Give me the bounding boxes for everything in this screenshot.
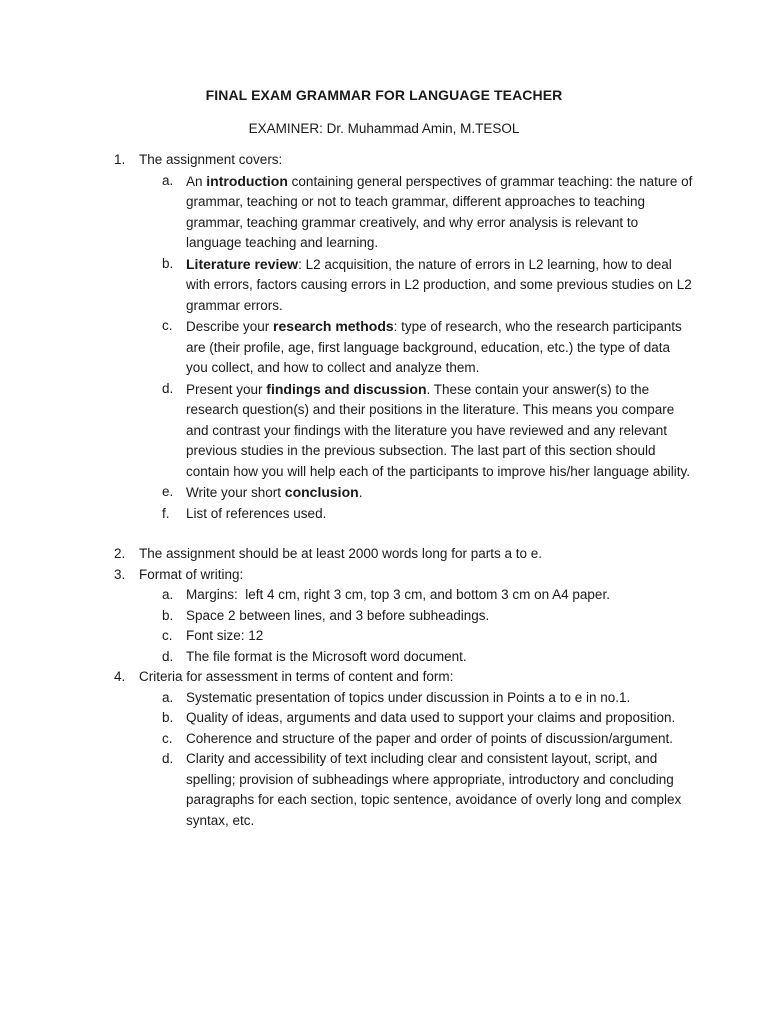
sub-item-text: Coherence and structure of the paper and order of points of discussion/argument. bbox=[186, 730, 674, 746]
item-text: Criteria for assessment in terms of content and form: bbox=[139, 669, 454, 684]
sub-item-prefix: Present your bbox=[186, 381, 267, 397]
sub-item-text: Clarity and accessibility of text including clear and consistent layout, script, and spelling; provision of subheadings where appropriate, introductory and concluding paragraphs for each section, topic sentence, avoidance of overly long and complex syntax, etc. bbox=[186, 751, 682, 828]
keyword-literature-review: Literature review bbox=[186, 255, 299, 272]
sub-item-letter: b. bbox=[162, 710, 174, 725]
sub-item-body: containing general perspectives of grammar teaching: the nature of grammar, teaching or not to teach grammar, different approaches to teaching grammar, teaching grammar creatively, and why error analysis is relevant to language teaching and learning. bbox=[186, 173, 693, 250]
keyword-findings-discussion: findings and discussion bbox=[266, 380, 427, 397]
sub-item-letter: b. bbox=[162, 255, 174, 271]
sub-item-letter: a. bbox=[162, 587, 174, 602]
sub-item-3c bbox=[114, 626, 694, 647]
sub-item-4d bbox=[114, 749, 694, 831]
sub-item-text: Systematic presentation of topics under discussion in Points a to e in no.1. bbox=[186, 689, 631, 705]
list-item-3 bbox=[114, 565, 694, 586]
sub-item-1d bbox=[114, 379, 694, 483]
sub-item-1b bbox=[114, 254, 694, 317]
sub-item-letter: c. bbox=[162, 318, 173, 333]
sub-item-text: The file format is the Microsoft word document. bbox=[186, 648, 467, 664]
sub-item-letter: a. bbox=[162, 689, 174, 705]
sub-item-text: Font size: 12 bbox=[186, 628, 264, 643]
list-item-1 bbox=[114, 150, 694, 171]
sub-item-3b bbox=[114, 606, 694, 627]
spacer bbox=[114, 524, 694, 544]
sub-item-letter: d. bbox=[162, 380, 174, 396]
sub-item-text: List of references used. bbox=[186, 505, 327, 521]
sub-item-prefix: Write your short bbox=[186, 485, 285, 500]
item-number: 3. bbox=[114, 566, 126, 582]
sub-item-letter: c. bbox=[162, 730, 173, 746]
sub-item-body: : type of research, who the research participants are (their profile, age, first language background, education, etc.) the type of data you collect, and how to collect and analyze them. bbox=[186, 319, 682, 375]
sub-item-letter: f. bbox=[162, 505, 170, 521]
sub-item-letter: d. bbox=[162, 648, 174, 664]
sub-item-4a bbox=[114, 688, 694, 709]
examiner-line: EXAMINER: Dr. Muhammad Amin, M.TESOL bbox=[248, 121, 520, 136]
sub-item-3a bbox=[114, 585, 694, 606]
sub-item-3d bbox=[114, 647, 694, 668]
sub-item-letter: b. bbox=[162, 607, 174, 623]
sub-item-body: . These contain your answer(s) to the research question(s) and their positions in the literature. This means you compare and contrast your findings with the literature you have reviewed and any relevant previous studies in the previous subsection. The last part of this section should contain how you will help each of the participants to improve his/her language ability. bbox=[186, 381, 691, 479]
item-text: Format of writing: bbox=[139, 566, 244, 582]
sub-item-text: Space 2 between lines, and 3 before subheadings. bbox=[186, 607, 490, 623]
keyword-research-methods: research methods bbox=[273, 318, 394, 334]
keyword-conclusion: conclusion bbox=[284, 484, 359, 500]
sub-item-1c bbox=[114, 316, 694, 379]
keyword-introduction: introduction bbox=[206, 172, 288, 189]
sub-item-letter: c. bbox=[162, 628, 173, 643]
sub-item-1f bbox=[114, 504, 694, 525]
sub-item-1a bbox=[114, 171, 694, 254]
sub-item-prefix: Describe your bbox=[186, 319, 274, 334]
item-number: 1. bbox=[114, 152, 126, 167]
sub-item-1e bbox=[114, 482, 694, 504]
item-text: The assignment covers: bbox=[139, 152, 283, 167]
item-number: 4. bbox=[114, 669, 126, 684]
sub-item-text: Margins: left 4 cm, right 3 cm, top 3 cm, and bottom 3 cm on A4 paper. bbox=[186, 587, 610, 602]
sub-item-letter: a. bbox=[162, 172, 174, 188]
assignment-list bbox=[114, 150, 694, 831]
sub-item-letter: e. bbox=[162, 484, 174, 499]
sub-item-letter: d. bbox=[162, 751, 174, 766]
sub-item-4c bbox=[114, 729, 694, 750]
list-item-2 bbox=[114, 544, 694, 565]
list-item-4 bbox=[114, 667, 694, 688]
sub-item-prefix: An bbox=[186, 173, 207, 189]
sub-item-body: . bbox=[358, 485, 363, 500]
item-number: 2. bbox=[114, 546, 126, 561]
document-title: FINAL EXAM GRAMMAR FOR LANGUAGE TEACHER bbox=[205, 87, 563, 103]
sub-item-4b bbox=[114, 708, 694, 729]
sub-item-text: Quality of ideas, arguments and data used to support your claims and proposition. bbox=[186, 710, 676, 725]
sub-item-body: : L2 acquisition, the nature of errors in L2 learning, how to deal with errors, factors causing errors in L2 production, and some previous studies on L2 grammar errors. bbox=[186, 256, 692, 313]
item-text: The assignment should be at least 2000 words long for parts a to e. bbox=[139, 546, 542, 561]
